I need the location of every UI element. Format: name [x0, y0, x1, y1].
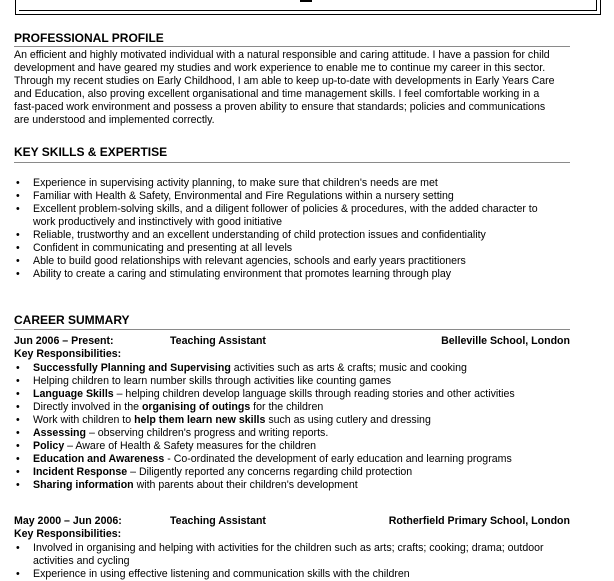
profile-line: and Education, also proving excellent organisational and time management skills. I feel comfortable working in a [14, 88, 540, 100]
resp-bold: Successfully Planning and Supervising [33, 362, 231, 374]
resp-text: Involved in organising and helping with activities for the children such as arts; crafts; cooking; drama; outdoor [33, 542, 544, 554]
skill-text: Able to build good relationships with relevant agencies, schools and early years practitioners [33, 255, 466, 267]
resp-bold: help them learn new skills [134, 414, 266, 426]
skills-heading: KEY SKILLS & EXPERTISE [14, 145, 168, 159]
job-responsibilities [14, 542, 584, 581]
resp-text: – helping children develop language skills through reading stories and other activities [113, 388, 515, 400]
list-item [14, 427, 584, 440]
resp-text: activities such as arts & crafts; music and cooking [230, 362, 467, 374]
resp-text: Work with children to [33, 414, 135, 426]
skill-text: Familiar with Health & Safety, Environmental and Fire Regulations within a nursery setting [33, 190, 454, 202]
resp-text: such as using cutlery and dressing [265, 414, 431, 426]
resp-bold: Education and Awareness [33, 453, 165, 465]
header-frame [15, 0, 601, 15]
list-item [14, 268, 584, 281]
list-item [14, 414, 584, 427]
skill-text: Confident in communicating and presenting at all levels [33, 242, 293, 254]
key-responsibilities-label: Key Responsibilities: [14, 528, 122, 540]
resp-text: with parents about their children's development [133, 479, 358, 491]
profile-line: are understood and implemented correctly. [14, 114, 215, 126]
list-item [14, 388, 584, 401]
list-item [14, 255, 584, 268]
resp-text-cont: activities and cycling [33, 555, 130, 567]
resp-text: - Co-ordinated the development of early education and learning programs [164, 453, 512, 465]
job-header [14, 515, 570, 528]
career-rule [14, 329, 570, 330]
list-item [14, 362, 584, 375]
resp-text: – observing children's progress and writing reports. [86, 427, 329, 439]
list-item [14, 177, 584, 190]
header-mark [300, 0, 312, 2]
profile-paragraph [14, 49, 574, 127]
resp-bold: Language Skills [33, 388, 114, 400]
skill-text: Excellent problem-solving skills, and a diligent follower of policies & procedures, with the added character to [33, 203, 538, 215]
skill-text: Experience in supervising activity planning, to make sure that children's needs are met [33, 177, 438, 189]
resp-text: – Aware of Health & Safety measures for the children [64, 440, 317, 452]
job-header [14, 335, 570, 348]
resp-bold: organising of outings [141, 401, 251, 413]
job-responsibilities [14, 362, 584, 492]
profile-line: development and have geared my studies and work experience to enable me to continue my career in this sector. [14, 62, 546, 74]
profile-line: Through my recent studies on Early Childhood, I am able to keep up-to-date with developments in Early Years Care [14, 75, 555, 87]
job-employer: Rotherfield Primary School, London [388, 515, 570, 527]
job-date: Jun 2006 – Present: [14, 335, 114, 347]
list-item [14, 229, 584, 242]
resp-text: Experience in using effective listening and communication skills with the children [33, 568, 410, 580]
resp-bold: Policy [33, 440, 65, 452]
resp-text: Helping children to learn number skills through activities like counting games [33, 375, 392, 387]
profile-line: fast-paced work environment and possess a proven ability to ensure that standards; policies and communications [14, 101, 546, 113]
list-item [14, 466, 584, 479]
list-item [14, 440, 584, 453]
skills-list [14, 177, 584, 281]
list-item [14, 242, 584, 255]
resp-text: – Diligently reported any concerns regarding child protection [127, 466, 413, 478]
profile-heading: PROFESSIONAL PROFILE [14, 31, 164, 45]
job-title: Teaching Assistant [170, 515, 266, 527]
resp-text: for the children [250, 401, 324, 413]
resp-bold: Sharing information [33, 479, 134, 491]
profile-line: An efficient and highly motivated individual with a natural responsible and caring attitude. I have a passion for child [14, 49, 550, 61]
job-date: May 2000 – Jun 2006: [14, 515, 122, 527]
list-item [14, 401, 584, 414]
job-title: Teaching Assistant [170, 335, 266, 347]
skill-text-cont: work productively and instinctively with good initiative [33, 216, 283, 228]
skills-rule [14, 162, 570, 163]
skill-text: Reliable, trustworthy and an excellent understanding of child protection issues and confidentiality [33, 229, 486, 241]
resp-text: Directly involved in the [33, 401, 142, 413]
job-employer: Belleville School, London [441, 335, 570, 347]
list-item [14, 375, 584, 388]
profile-rule [14, 46, 570, 47]
list-item [14, 203, 584, 229]
skill-text: Ability to create a caring and stimulating environment that promotes learning through play [33, 268, 452, 280]
key-responsibilities-label: Key Responsibilities: [14, 348, 122, 360]
list-item [14, 542, 584, 568]
list-item [14, 190, 584, 203]
resp-bold: Incident Response [33, 466, 128, 478]
list-item [14, 568, 584, 581]
career-heading: CAREER SUMMARY [14, 313, 130, 327]
list-item [14, 453, 584, 466]
list-item [14, 479, 584, 492]
resp-bold: Assessing [33, 427, 86, 439]
